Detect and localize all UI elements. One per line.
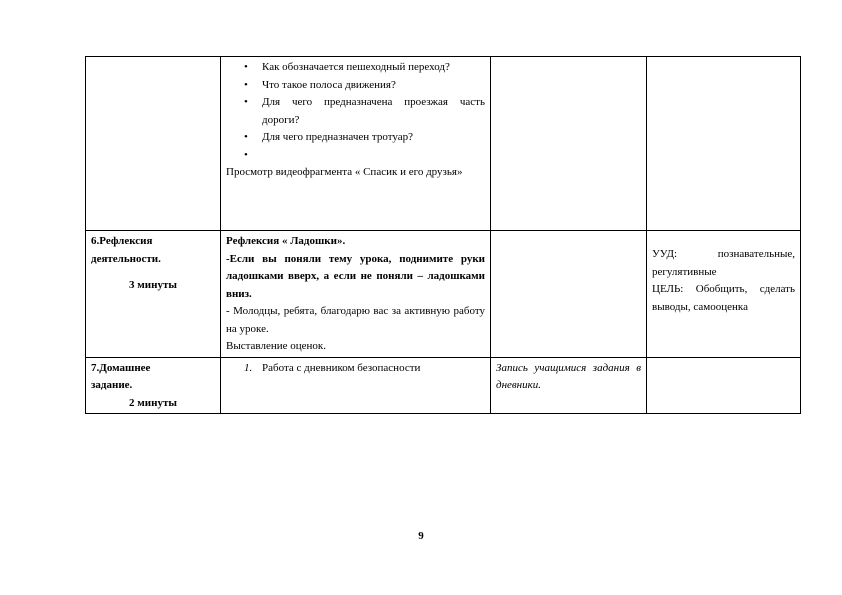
homework-item — [226, 360, 485, 378]
list-item: • Что такое полоса движения? — [226, 77, 485, 95]
list-item: • Для чего предназначен тротуар? — [226, 129, 485, 147]
grading-text: Выставление оценок. — [226, 340, 327, 352]
uud-cell — [647, 57, 801, 231]
stage-time: 3 минуты — [129, 279, 177, 291]
student-activity-cell — [491, 231, 647, 358]
teacher-activity-cell — [221, 57, 491, 231]
video-text: Просмотр видеофрагмента « Спасик и его друзья» — [226, 166, 463, 178]
item-number: 1. — [244, 361, 253, 374]
table-row — [86, 57, 801, 231]
stage-time: 2 минуты — [129, 396, 177, 409]
teacher-activity-cell — [221, 231, 491, 358]
item-text: Работа с дневником безопасности — [262, 361, 421, 374]
uud-text: УУД: познавательные, регулятивные — [652, 248, 795, 278]
student-activity-cell — [491, 57, 647, 231]
stage-cell — [86, 57, 221, 231]
student-activity-cell — [491, 357, 647, 414]
stage-title: 7.Домашнее задание. — [91, 361, 151, 391]
praise-text: - Молодцы, ребята, благодарю вас за активную работу на уроке. — [226, 305, 485, 335]
table-row — [86, 357, 801, 414]
page-number: 9 — [418, 530, 424, 542]
list-item: • Как обозначается пешеходный переход? — [226, 59, 485, 77]
stage-cell — [86, 357, 221, 414]
goal-text: ЦЕЛЬ: Обобщить, сделать выводы, самооценка — [652, 283, 795, 313]
table-row — [86, 231, 801, 358]
list-item — [226, 147, 485, 165]
teacher-activity-cell — [221, 357, 491, 414]
reflection-title: Рефлексия « Ладошки». — [226, 235, 346, 247]
uud-cell — [647, 357, 801, 414]
reflection-instruction: -Если вы поняли тему урока, поднимите руки ладошками вверх, а если не поняли – ладошками вниз. — [226, 252, 485, 300]
stage-title: 6.Рефлексия деятельности. — [91, 235, 161, 265]
stage-cell — [86, 231, 221, 358]
student-activity-text: Запись учащимися задания в дневники. — [496, 361, 641, 391]
question-list — [226, 59, 485, 164]
uud-cell — [647, 231, 801, 358]
lesson-plan-table — [85, 56, 801, 414]
list-item: • Для чего предназначена проезжая часть дороги? — [226, 94, 485, 129]
